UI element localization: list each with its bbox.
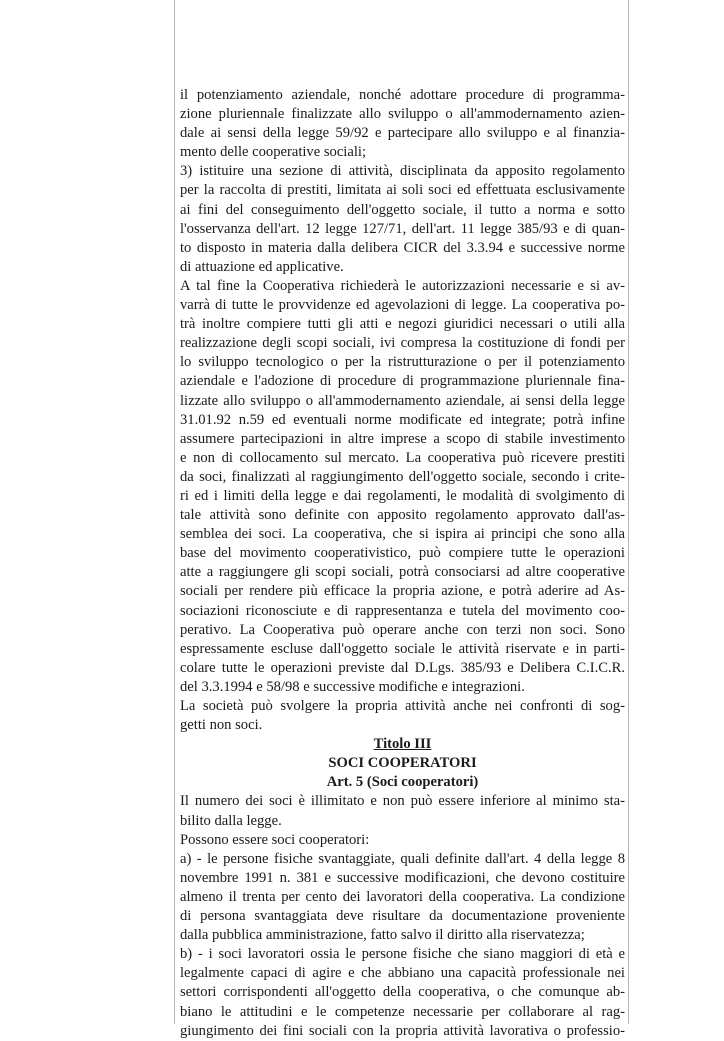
text-line: base del movimento cooperativistico, può compiere tutte le operazioni xyxy=(180,545,625,562)
page-left-border xyxy=(174,0,175,1024)
document-body xyxy=(180,86,625,1041)
text-line: per la raccolta di prestiti, limitata ai soli soci ed effettuata esclusivamente xyxy=(180,182,625,199)
paragraph-autorizzazioni xyxy=(180,277,625,697)
section-heading xyxy=(180,735,625,792)
text-line: semblea dei soci. La cooperativa, che si ispira ai principi che sono alla xyxy=(180,526,625,543)
text-line: Il numero dei soci è illimitato e non può essere inferiore al minimo sta- xyxy=(180,793,625,810)
text-line: perativo. La Cooperativa può operare anche con terzi non soci. Sono xyxy=(180,621,625,638)
text-line: A tal fine la Cooperativa richiederà le autorizzazioni necessarie e si av- xyxy=(180,277,625,294)
text-line: da soci, finalizzati al raggiungimento dell'oggetto sociale, secondo i crite- xyxy=(180,468,625,485)
paragraph-item-b xyxy=(180,945,625,1040)
text-line: a) - le persone fisiche svantaggiate, quali definite dall'art. 4 della legge 8 xyxy=(180,850,625,867)
text-line: trà inoltre compiere tutti gli atti e negozi giuridici necessari o utili alla xyxy=(180,316,625,333)
text-line: to disposto in materia dalla delibera CICR del 3.3.94 e successive norme xyxy=(180,239,625,256)
paragraph-sezione-prestiti xyxy=(180,162,625,277)
text-line: colare tutte le operazioni previste dal D.Lgs. 385/93 e Delibera C.I.C.R. xyxy=(180,659,625,676)
text-line: getti non soci. xyxy=(180,717,263,734)
section-heading-title: SOCI COOPERATORI xyxy=(328,755,477,772)
text-line: 3) istituire una sezione di attività, disciplinata da apposito regolamento xyxy=(180,163,625,180)
text-line: sociazioni riconosciute e di rappresentanza e tutela del movimento coo- xyxy=(180,602,625,619)
paragraph-potenziamento xyxy=(180,86,625,162)
paragraph-possono-essere xyxy=(180,831,625,850)
paragraph-numero-soci xyxy=(180,792,625,830)
text-line: settori corrispondenti all'oggetto della cooperativa, o che comunque ab- xyxy=(180,984,625,1001)
text-line: mento delle cooperative sociali; xyxy=(180,144,366,161)
text-line: biano le attitudini e le competenze necessarie per collaborare al rag- xyxy=(180,1003,625,1020)
text-line: La società può svolgere la propria attività anche nei confronti di sog- xyxy=(180,698,625,714)
text-line: ai fini del conseguimento dell'oggetto sociale, il tutto a norma e sotto xyxy=(180,201,625,218)
text-line: dalla pubblica amministrazione, fatto salvo il diritto alla riservatezza; xyxy=(180,927,585,944)
text-line: Possono essere soci cooperatori: xyxy=(180,831,370,848)
text-line: legalmente capaci di agire e che abbiano una capacità professionale nei xyxy=(180,965,625,982)
text-line: lizzate allo sviluppo o all'ammodernamento aziendale, ai sensi della legge xyxy=(180,392,625,409)
text-line: varrà di tutte le provvidenze ed agevolazioni di legge. La cooperativa po- xyxy=(180,297,625,314)
text-line: realizzazione degli scopi sociali, ivi compresa la costituzione di fondi per xyxy=(180,335,625,352)
paragraph-non-soci xyxy=(180,697,625,735)
text-line: assumere partecipazioni in altre imprese a scopo di stabile investimento xyxy=(180,430,625,447)
text-line: di persona svantaggiata deve risultare da documentazione proveniente xyxy=(180,908,625,925)
text-line: almeno il trenta per cento dei lavoratori della cooperativa. La condizione xyxy=(180,888,625,905)
text-line: atte a raggiungere gli scopi sociali, potrà consociarsi ad altre cooperative xyxy=(180,564,625,581)
title-heading: Titolo III xyxy=(373,736,432,753)
text-line: zione pluriennale finalizzate allo sviluppo o all'ammodernamento azien- xyxy=(180,106,625,123)
text-line: e non di collocamento sul mercato. La cooperativa può ricevere prestiti xyxy=(180,449,625,466)
text-line: b) - i soci lavoratori ossia le persone fisiche che siano maggiori di età e xyxy=(180,946,625,963)
text-line: sociali per rendere più efficace la propria azione, e potrà aderire ad As- xyxy=(180,583,625,600)
text-line: di attuazione ed applicative. xyxy=(180,258,344,275)
text-line: l'osservanza dell'art. 12 legge 127/71, dell'art. 11 legge 385/93 e di quan- xyxy=(180,220,625,237)
text-line: ri ed i limiti della legge e dai regolamenti, le modalità di svolgimento di xyxy=(180,487,625,504)
text-line: tale attività sono definite con apposito regolamento approvato dall'as- xyxy=(180,507,625,524)
text-line: aziendale e l'adozione di procedure di programmazione pluriennale fina- xyxy=(180,373,625,390)
article-heading: Art. 5 (Soci cooperatori) xyxy=(326,774,479,791)
text-line: del 3.3.1994 e 58/98 e successive modifiche e integrazioni. xyxy=(180,678,525,695)
text-line: giungimento dei fini sociali con la propria attività lavorativa o professio- xyxy=(180,1022,625,1039)
text-line: bilito dalla legge. xyxy=(180,812,282,829)
text-line: espressamente escluse dall'oggetto sociale le attività riservate e in parti- xyxy=(180,640,625,657)
page-right-border xyxy=(628,0,629,1024)
text-line: dale ai sensi della legge 59/92 e partecipare allo sviluppo e al finanzia- xyxy=(180,125,625,142)
paragraph-item-a xyxy=(180,850,625,945)
text-line: novembre 1991 n. 381 e successive modificazioni, che devono costituire xyxy=(180,869,625,886)
text-line: lo sviluppo tecnologico o per la ristrutturazione o per il potenziamento xyxy=(180,354,625,371)
text-line: il potenziamento aziendale, nonché adottare procedure di programma- xyxy=(180,87,625,103)
text-line: 31.01.92 n.59 ed eventuali norme modificate ed integrate; potrà infine xyxy=(180,411,625,428)
